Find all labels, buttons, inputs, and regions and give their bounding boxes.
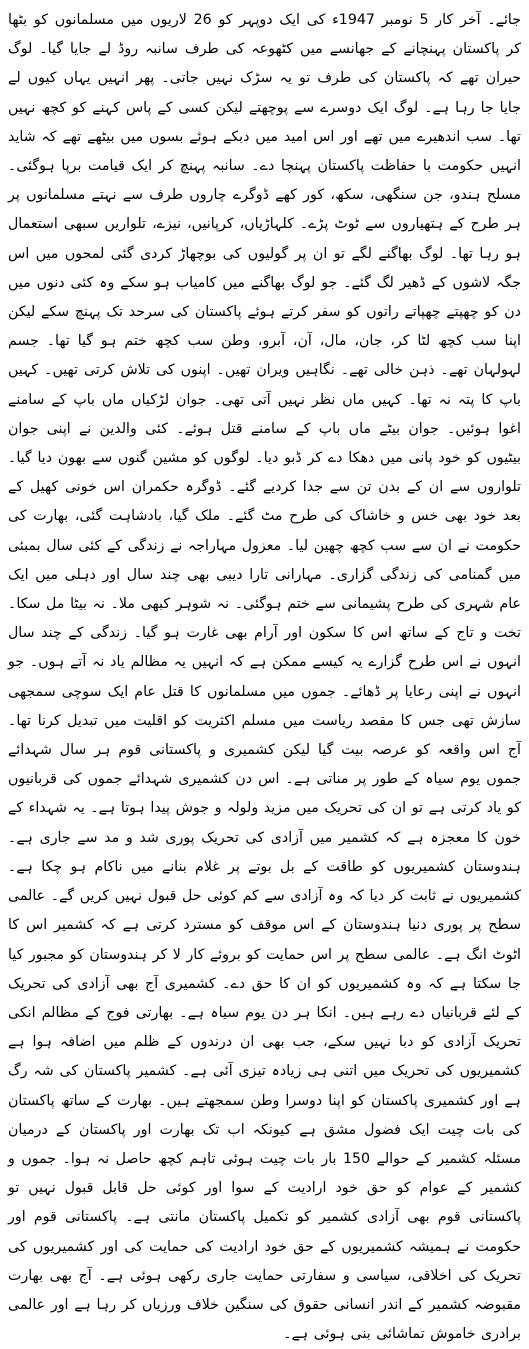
article-body-text: جائے۔ آخر کار 5 نومبر 1947ء کی ایک دوپہر کو 26 لاریوں میں مسلمانوں کو بٹھا کر پاکستان پہنچانے کے جھانسے میں کٹھوعہ کی طرف سانبہ روڈ لے جایا گیا۔ لوگ حیران تھے کہ پاکستان کی طرف تو یہ سڑک نہیں جاتی۔ پھر انہیں یہاں کیوں لے جایا جا رہا ہے۔ لوگ ایک دوسرے سے پوچھتے لیکن کسی کے پاس کہنے کو کچھ نہیں تھا۔ سب اندھیرے میں تھے اور اس امید میں دبکے ہوئے بسوں میں بیٹھے تھے کہ شاید انہیں حکومت با حفاظت پاکستان پہنچا دے۔ سانبہ پہنچ کر ایک قیامت برپا ہوگئی۔ مسلح ہندو، جن سنگھی، سکھ، کور کھے ڈوگرے چاروں طرف سے نہتے مسلمانوں پر ہر طرح کے ہتھیاروں سے ٹوٹ پڑے۔ کلہاڑیاں، کرپانیں، نیزے، تلواریں سبھی استعمال ہو رہا تھا۔ لوگ بھاگنے لگے تو ان پر گولیوں کی بوچھاڑ کردی گئی لمحوں میں اس جگہ لاشوں کے ڈھیر لگ گئے۔ جو لوگ بھاگنے میں کامیاب ہو سکے وہ کئی دنوں میں دن کو چھپتے چھپاتے راتوں کو سفر کرتے ہوئے پاکستان کی سرحد تک پہنچ سکے لیکن اپنا سب کچھ لٹا کر، جان، مال، آن، آبرو، وطن سب کچھ ختم ہو گیا تھا۔ جسم لہولہان تھے۔ ذہن خالی تھے۔ نگاہیں ویران تھیں۔ اپنوں کی تلاش کرتی تھیں۔ کہیں باپ کا پتہ نہ تھا۔ کہیں ماں نظر نہیں آتی تھی۔ جوان لڑکیاں ماں باپ کے سامنے اغوا ہوئیں۔ جوان بیٹے ماں باپ کے سامنے قتل ہوئے۔ کئی والدین نے اپنی جوان بیٹیوں کو خود پانی میں دھکا دے کر ڈبو دیا۔ لوگوں کو مشین گنوں سے بھون دیا گیا۔ تلواروں سے ان کے بدن تن سے جدا کردیے گئے۔ ڈوگرہ حکمران اس خونی کھیل کے بعد خود بھی خس و خاشاک کی طرح مٹ گئے۔ ملک گیا، بادشاہت گئی، بھارت کی حکومت نے ان سے سب کچھ چھین لیا۔ معزول مہاراجہ نے زندگی کے کئی سال بمبئی میں گمنامی کی زندگی گزاری۔ مہارانی تارا دیبی بھی چند سال اور دہلی میں ایک عام شہری کی طرح پشیمانی سے ختم ہوگئی۔ نہ شوہر کبھی ملا۔ نہ بیٹا مل سکا۔ تخت و تاج کے ساتھ اس کا سکون اور آرام بھی غارت ہو گیا۔ زندگی کے چند سال انہوں نے اس طرح گزارے یہ کیسے ممکن ہے کہ انہیں یہ مظالم یاد نہ آتے ہوں۔ جو انہوں نے اپنی رعایا پر ڈھائے۔ جموں میں مسلمانوں کا قتل عام ایک سوچی سمجھی سازش تھی جس کا مقصد ریاست میں مسلم اکثریت کو اقلیت میں تبدیل کرنا تھا۔ آج اس واقعہ کو عرصہ بیت گیا لیکن کشمیری و پاکستانی قوم ہر سال شہدائے جموں یوم سیاہ کے طور پر مناتی ہے۔ اس دن کشمیری شہدائے جموں کی قربانیوں کو یاد کرتی ہے تو ان کی تحریک میں مزید ولولہ و جوش پیدا ہوتا ہے۔ یہ شہداء کے خون کا معجزہ ہے کہ کشمیر میں آزادی کی تحریک پوری شد و مد سے جاری ہے۔ ہندوستان کشمیریوں کو طاقت کے بل بوتے پر غلام بنانے میں ناکام ہو چکا ہے۔ کشمیریوں نے ثابت کر دیا کہ وہ آزادی سے کم کوئی حل قبول نہیں کریں گے۔ عالمی سطح پر پوری دنیا ہندوستان کے اس موقف کو مسترد کرتی ہے کہ کشمیر اس کا اٹوٹ انگ ہے۔ عالمی سطح پر اس حمایت کو بروئے کار لا کر ہندوستان کو مجبور کیا جا سکتا ہے کہ وہ کشمیریوں کو ان کا حق دے۔ کشمیری آج بھی آزادی کی تحریک کے لئے قربانیاں دے رہے ہیں۔ انکا ہر دن یوم سیاہ ہے۔ بھارتی فوج کے مظالم انکی تحریک آزادی کو دبا نہیں سکے، جب بھی ان درندوں کے ظلم میں اضافہ ہوا ہے کشمیریوں کی تحریک میں اتنی ہی زیادہ تیزی آئی ہے۔ کشمیر پاکستان کی شہ رگ ہے اور کشمیری پاکستان کو اپنا دوسرا وطن سمجھتے ہیں۔ بھارت کے ساتھ پاکستان کی بات چیت ایک فضول مشق ہے کیونکہ اب تک بھارت اور پاکستان کے درمیان مسئلہ کشمیر کے حوالے 150 بار بات چیت ہوئی تاہم کچھ حاصل نہ ہوا۔ جموں و کشمیر کے عوام کو حق خود ارادیت کے سوا اور کوئی حل قابل قبول نہیں تو پاکستانی قوم بھی آزادی کشمیر کو تکمیل پاکستان مانتی ہے۔ پاکستانی قوم اور حکومت نے ہمیشہ کشمیریوں کے حق خود ارادیت کی حمایت کی اور کشمیریوں کی تحریک کی اخلاقی، سیاسی و سفارتی حمایت جاری رکھی ہوئی ہے۔ آج بھی بھارت مقبوضہ کشمیر کے اندر انسانی حقوق کی سنگین خلاف ورزیاں کر رہا ہے اور عالمی برادری خاموش تماشائی بنی ہوئی ہے۔ bbox=[8, 12, 521, 1343]
